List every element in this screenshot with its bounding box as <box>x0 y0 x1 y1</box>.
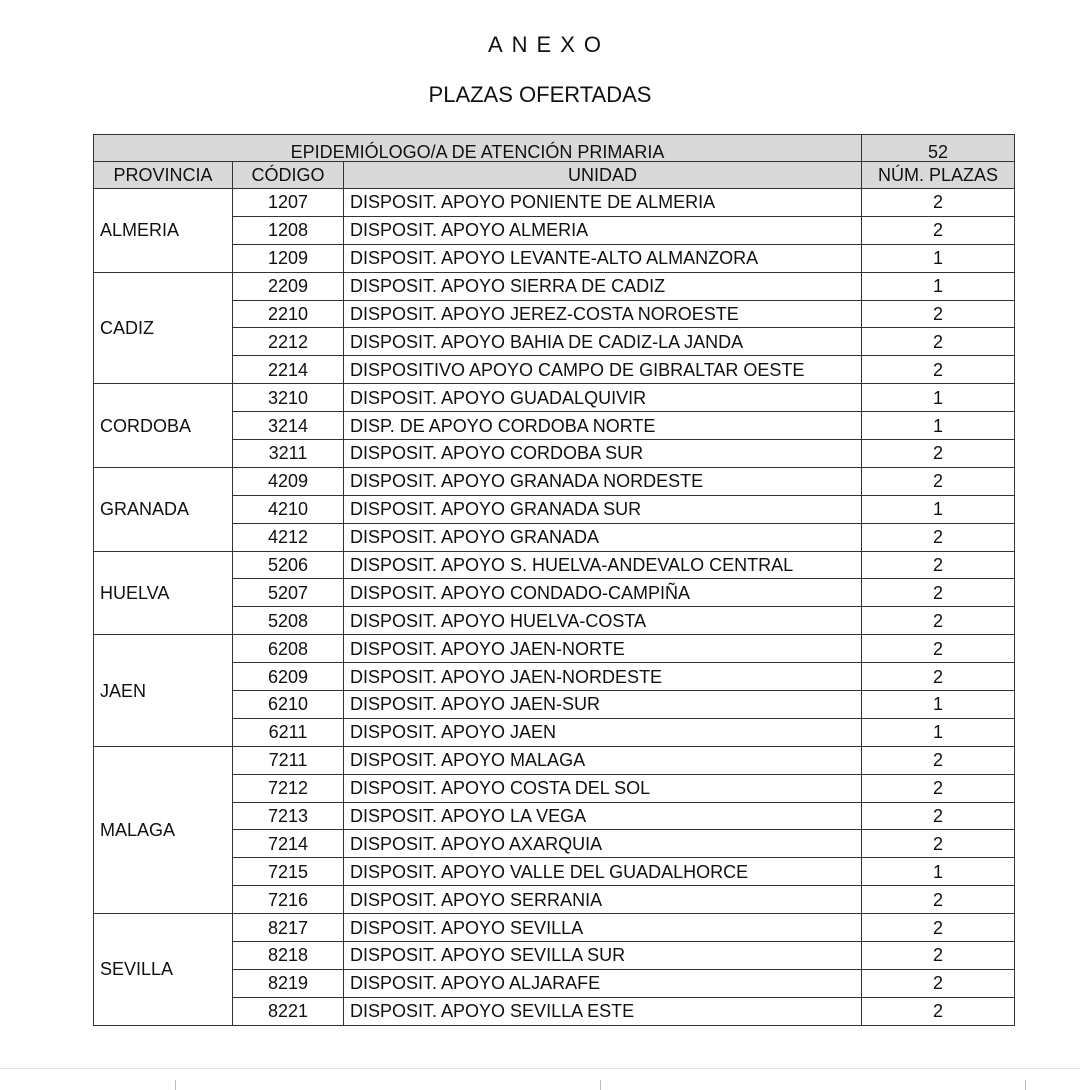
code-cell: 3210 <box>233 384 344 412</box>
unit-cell: DISPOSIT. APOYO JAEN-SUR <box>344 691 862 719</box>
column-header-unidad: UNIDAD <box>344 162 862 189</box>
plazas-cell: 2 <box>862 802 1015 830</box>
code-cell: 1207 <box>233 189 344 217</box>
code-cell: 1209 <box>233 244 344 272</box>
table-row <box>94 969 1015 997</box>
unit-cell: DISPOSIT. APOYO LEVANTE-ALTO ALMANZORA <box>344 244 862 272</box>
plazas-cell: 2 <box>862 774 1015 802</box>
table-row <box>94 774 1015 802</box>
table-row <box>94 495 1015 523</box>
plazas-cell: 2 <box>862 551 1015 579</box>
plazas-cell: 2 <box>862 300 1015 328</box>
footer-tick <box>175 1080 176 1090</box>
code-cell: 8217 <box>233 914 344 942</box>
code-cell: 2212 <box>233 328 344 356</box>
unit-cell: DISPOSIT. APOYO AXARQUIA <box>344 830 862 858</box>
table-row <box>94 412 1015 440</box>
footer-tick <box>600 1080 601 1090</box>
code-cell: 6210 <box>233 691 344 719</box>
unit-cell: DISPOSIT. APOYO ALMERIA <box>344 216 862 244</box>
table-row <box>94 467 1015 495</box>
plazas-cell: 1 <box>862 858 1015 886</box>
unit-cell: DISPOSIT. APOYO CORDOBA SUR <box>344 440 862 468</box>
code-cell: 3214 <box>233 412 344 440</box>
table-row <box>94 830 1015 858</box>
table-row <box>94 914 1015 942</box>
province-cell: MALAGA <box>94 746 233 913</box>
plazas-cell: 1 <box>862 691 1015 719</box>
code-cell: 5208 <box>233 607 344 635</box>
plazas-cell: 2 <box>862 746 1015 774</box>
table-row <box>94 942 1015 970</box>
unit-cell: DISPOSIT. APOYO COSTA DEL SOL <box>344 774 862 802</box>
code-cell: 5207 <box>233 579 344 607</box>
plazas-cell: 1 <box>862 495 1015 523</box>
code-cell: 6211 <box>233 718 344 746</box>
plazas-cell: 2 <box>862 216 1015 244</box>
unit-cell: DISPOSIT. APOYO S. HUELVA-ANDEVALO CENTRAL <box>344 551 862 579</box>
code-cell: 7211 <box>233 746 344 774</box>
plazas-cell: 2 <box>862 328 1015 356</box>
category-cell <box>94 135 862 162</box>
unit-cell: DISPOSIT. APOYO GRANADA <box>344 523 862 551</box>
code-cell: 7214 <box>233 830 344 858</box>
table-row <box>94 579 1015 607</box>
plazas-cell: 2 <box>862 635 1015 663</box>
code-cell: 7215 <box>233 858 344 886</box>
code-cell: 8221 <box>233 997 344 1025</box>
unit-cell: DISPOSIT. APOYO SEVILLA ESTE <box>344 997 862 1025</box>
table-row <box>94 328 1015 356</box>
unit-cell: DISPOSIT. APOYO SERRANIA <box>344 886 862 914</box>
plazas-cell: 2 <box>862 579 1015 607</box>
unit-cell: DISPOSIT. APOYO JAEN-NORTE <box>344 635 862 663</box>
code-cell: 6208 <box>233 635 344 663</box>
code-cell: 2214 <box>233 356 344 384</box>
column-header-provincia: PROVINCIA <box>94 162 233 189</box>
unit-cell: DISPOSIT. APOYO GRANADA NORDESTE <box>344 467 862 495</box>
plazas-cell: 2 <box>862 663 1015 691</box>
table-row <box>94 189 1015 217</box>
table-row <box>94 635 1015 663</box>
plazas-cell: 2 <box>862 523 1015 551</box>
footer-tick <box>1025 1080 1026 1090</box>
table-row <box>94 523 1015 551</box>
plazas-cell: 2 <box>862 830 1015 858</box>
unit-cell: DISPOSIT. APOYO JEREZ-COSTA NOROESTE <box>344 300 862 328</box>
code-cell: 1208 <box>233 216 344 244</box>
table-row <box>94 997 1015 1025</box>
unit-cell: DISPOSIT. APOYO HUELVA-COSTA <box>344 607 862 635</box>
table-body <box>94 189 1015 1026</box>
plazas-cell: 2 <box>862 997 1015 1025</box>
table-row <box>94 244 1015 272</box>
code-cell: 2209 <box>233 272 344 300</box>
plazas-cell: 1 <box>862 384 1015 412</box>
table-row <box>94 886 1015 914</box>
code-cell: 7212 <box>233 774 344 802</box>
unit-cell: DISP. DE APOYO CORDOBA NORTE <box>344 412 862 440</box>
category-row <box>94 135 1015 162</box>
plazas-cell: 2 <box>862 189 1015 217</box>
plazas-cell: 1 <box>862 244 1015 272</box>
header-row <box>94 162 1015 189</box>
table-row <box>94 272 1015 300</box>
table-row <box>94 802 1015 830</box>
page-subtitle: PLAZAS OFERTADAS <box>428 82 652 107</box>
plazas-cell: 2 <box>862 886 1015 914</box>
plazas-cell: 2 <box>862 942 1015 970</box>
plazas-cell: 2 <box>862 607 1015 635</box>
province-cell: CORDOBA <box>94 384 233 468</box>
page-title: ANEXO <box>487 32 611 57</box>
province-cell: HUELVA <box>94 551 233 635</box>
code-cell: 7213 <box>233 802 344 830</box>
code-cell: 6209 <box>233 663 344 691</box>
table-row <box>94 551 1015 579</box>
province-cell: CADIZ <box>94 272 233 384</box>
plazas-cell: 1 <box>862 412 1015 440</box>
category-label: EPIDEMIÓLOGO/A DE ATENCIÓN PRIMARIA <box>290 142 665 159</box>
total-cell <box>862 135 1015 162</box>
plazas-cell: 1 <box>862 272 1015 300</box>
code-cell: 7216 <box>233 886 344 914</box>
province-cell: JAEN <box>94 635 233 747</box>
column-header-codigo: CÓDIGO <box>233 162 344 189</box>
column-header-num-plazas: NÚM. PLAZAS <box>862 162 1015 189</box>
unit-cell: DISPOSIT. APOYO JAEN-NORDESTE <box>344 663 862 691</box>
table-row <box>94 663 1015 691</box>
table-row <box>94 607 1015 635</box>
table-row <box>94 858 1015 886</box>
unit-cell: DISPOSIT. APOYO PONIENTE DE ALMERIA <box>344 189 862 217</box>
plazas-cell: 2 <box>862 467 1015 495</box>
table-row <box>94 746 1015 774</box>
code-cell: 8218 <box>233 942 344 970</box>
province-cell: GRANADA <box>94 467 233 551</box>
table-row <box>94 718 1015 746</box>
unit-cell: DISPOSIT. APOYO SEVILLA SUR <box>344 942 862 970</box>
total-value: 52 <box>928 142 949 159</box>
plazas-cell: 2 <box>862 914 1015 942</box>
plazas-cell: 2 <box>862 356 1015 384</box>
code-cell: 3211 <box>233 440 344 468</box>
province-cell: ALMERIA <box>94 189 233 273</box>
unit-cell: DISPOSIT. APOYO GRANADA SUR <box>344 495 862 523</box>
unit-cell: DISPOSITIVO APOYO CAMPO DE GIBRALTAR OESTE <box>344 356 862 384</box>
table-row <box>94 300 1015 328</box>
unit-cell: DISPOSIT. APOYO GUADALQUIVIR <box>344 384 862 412</box>
unit-cell: DISPOSIT. APOYO JAEN <box>344 718 862 746</box>
province-cell: SEVILLA <box>94 914 233 1026</box>
unit-cell: DISPOSIT. APOYO LA VEGA <box>344 802 862 830</box>
unit-cell: DISPOSIT. APOYO SIERRA DE CADIZ <box>344 272 862 300</box>
code-cell: 4212 <box>233 523 344 551</box>
plazas-cell: 2 <box>862 969 1015 997</box>
plazas-cell: 1 <box>862 718 1015 746</box>
table-row <box>94 384 1015 412</box>
table-row <box>94 691 1015 719</box>
table-row <box>94 440 1015 468</box>
code-cell: 8219 <box>233 969 344 997</box>
code-cell: 4209 <box>233 467 344 495</box>
unit-cell: DISPOSIT. APOYO SEVILLA <box>344 914 862 942</box>
table-row <box>94 216 1015 244</box>
unit-cell: DISPOSIT. APOYO ALJARAFE <box>344 969 862 997</box>
code-cell: 4210 <box>233 495 344 523</box>
plazas-table <box>93 134 1015 1026</box>
table-row <box>94 356 1015 384</box>
code-cell: 2210 <box>233 300 344 328</box>
unit-cell: DISPOSIT. APOYO CONDADO-CAMPIÑA <box>344 579 862 607</box>
page-divider <box>0 1068 1080 1069</box>
code-cell: 5206 <box>233 551 344 579</box>
unit-cell: DISPOSIT. APOYO VALLE DEL GUADALHORCE <box>344 858 862 886</box>
unit-cell: DISPOSIT. APOYO MALAGA <box>344 746 862 774</box>
plazas-cell: 2 <box>862 440 1015 468</box>
unit-cell: DISPOSIT. APOYO BAHIA DE CADIZ-LA JANDA <box>344 328 862 356</box>
